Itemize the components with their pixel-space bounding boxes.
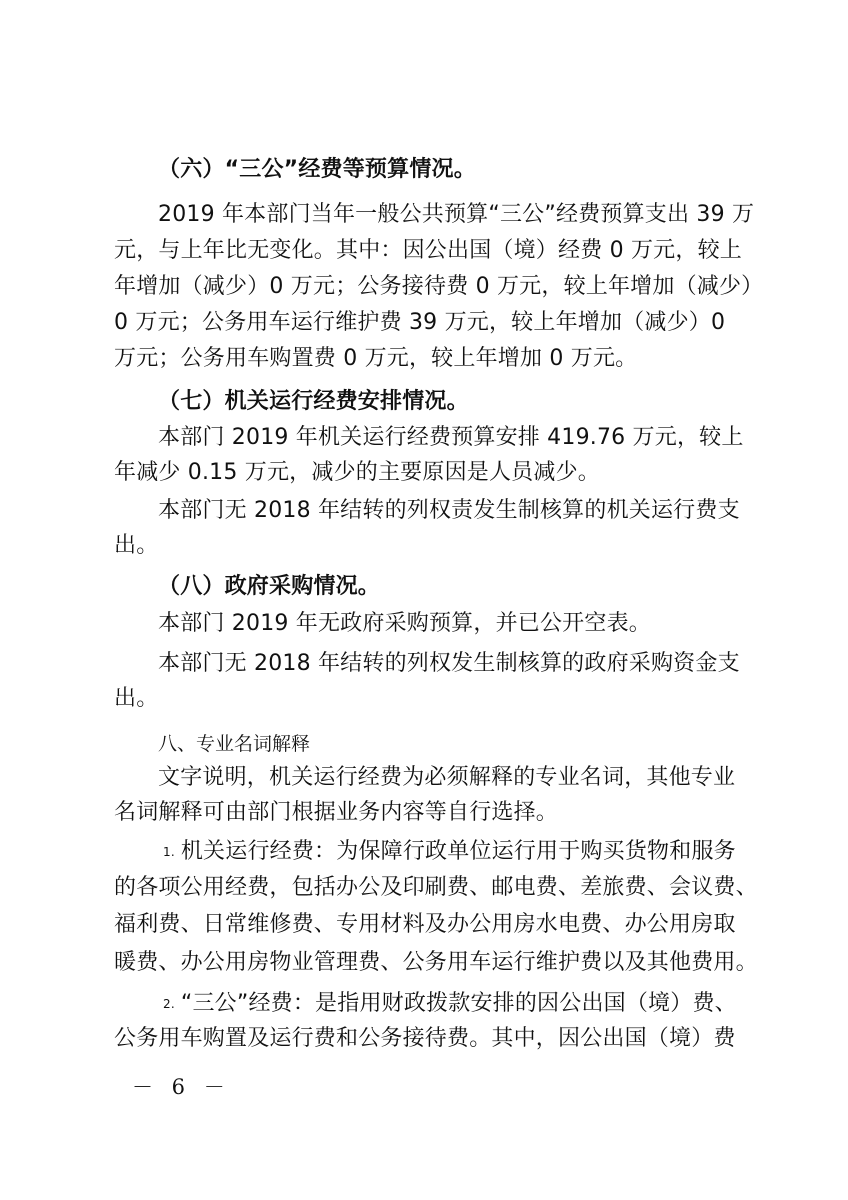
paragraph-line: 暖费、办公用房物业管理费、公务用车运行维护费以及其他费用。 xyxy=(114,950,758,975)
item-number: 1. xyxy=(163,845,175,859)
paragraph-line: 文字说明，机关运行经费为必须解释的专业名词，其他专业 xyxy=(158,765,736,790)
paragraph-line: 出。 xyxy=(114,533,159,558)
paragraph-line: 本部门 2019 年机关运行经费预算安排 419.76 万元，较上 xyxy=(158,425,744,450)
page-number: － 6 － xyxy=(132,1075,231,1099)
paragraph-line: 福利费、日常维修费、专用材料及办公用房水电费、办公用房取 xyxy=(114,912,736,937)
paragraph-line: 0 万元；公务用车运行维护费 39 万元，较上年增加（减少）0 xyxy=(114,310,726,335)
paragraph-line: 名词解释可由部门根据业务内容等自行选择。 xyxy=(114,800,559,825)
paragraph-line: 本部门无 2018 年结转的列权责发生制核算的机关运行费支 xyxy=(158,498,740,523)
heading-section-seven: （七）机关运行经费安排情况。 xyxy=(158,389,469,414)
paragraph-line: 本部门 2019 年无政府采购预算，并已公开空表。 xyxy=(158,611,651,636)
glossary-item-two xyxy=(163,990,754,1018)
heading-glossary: 八、专业名词解释 xyxy=(158,733,311,755)
paragraph-line: 万元；公务用车购置费 0 万元，较上年增加 0 万元。 xyxy=(114,346,638,371)
heading-section-six: （六）“三公”经费等预算情况。 xyxy=(158,157,476,182)
paragraph-line: 公务用车购置及运行费和公务接待费。其中，因公出国（境）费 xyxy=(114,1026,736,1051)
glossary-item-one xyxy=(163,838,754,866)
glossary-term-line: “三公”经费：是指用财政拨款安排的因公出国（境）费、 xyxy=(180,991,737,1016)
item-number: 2. xyxy=(163,997,175,1011)
glossary-term-line: 机关运行经费：为保障行政单位运行用于购买货物和服务 xyxy=(180,839,736,864)
paragraph-line: 年减少 0.15 万元，减少的主要原因是人员减少。 xyxy=(114,460,600,485)
paragraph-line: 元，与上年比无变化。其中：因公出国（境）经费 0 万元，较上 xyxy=(114,238,742,263)
paragraph-line: 本部门无 2018 年结转的列权发生制核算的政府采购资金支 xyxy=(158,651,740,676)
paragraph-line: 2019 年本部门当年一般公共预算“三公”经费预算支出 39 万 xyxy=(158,202,755,227)
paragraph-line: 的各项公用经费，包括办公及印刷费、邮电费、差旅费、会议费、 xyxy=(114,875,758,900)
paragraph-line: 年增加（减少）0 万元；公务接待费 0 万元，较上年增加（减少） xyxy=(114,274,764,299)
paragraph-line: 出。 xyxy=(114,686,159,711)
heading-section-eight: （八）政府采购情况。 xyxy=(158,574,381,599)
